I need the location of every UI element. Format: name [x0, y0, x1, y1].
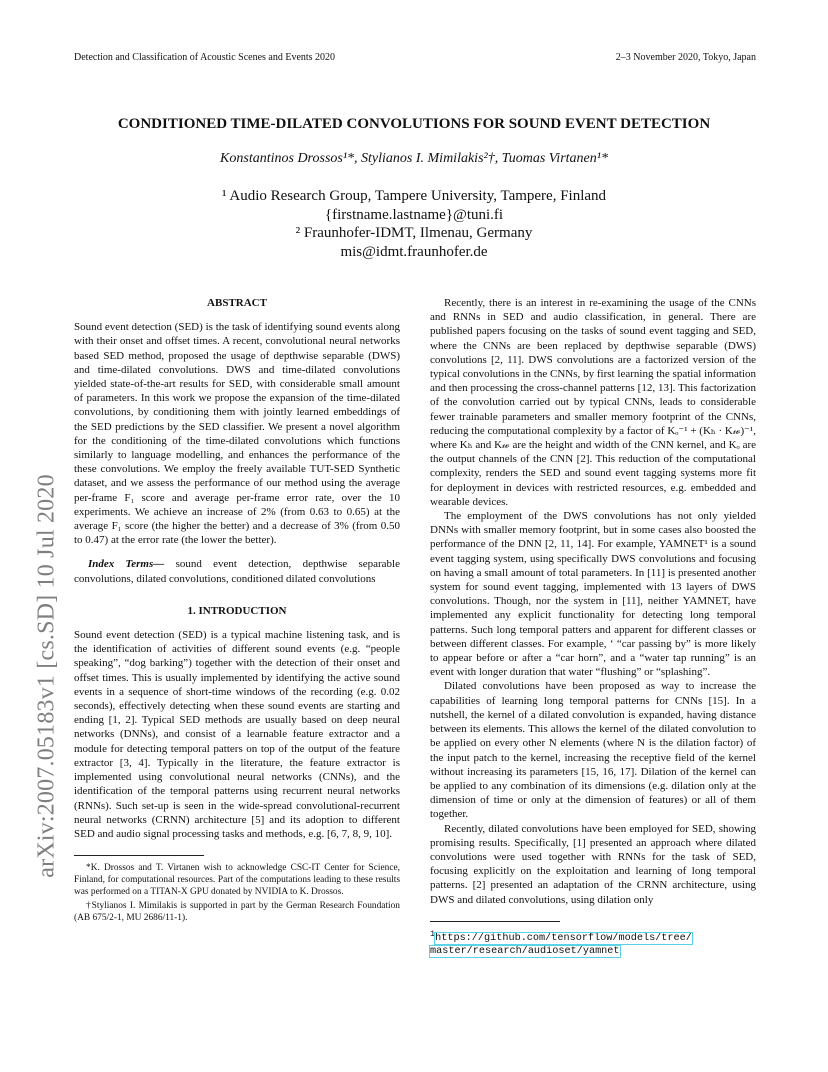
index-terms [74, 557, 400, 585]
running-header-right: 2–3 November 2020, Tokyo, Japan [615, 52, 756, 63]
affiliations [0, 187, 828, 261]
author-list: Konstantinos Drossos¹*, Stylianos I. Mimilakis²†, Tuomas Virtanen¹* [220, 151, 608, 166]
affiliation-1-email: {firstname.lastname}@tuni.fi [324, 206, 504, 223]
intro-paragraph-1: Sound event detection (SED) is a typical machine listening task, and is the identification of activities of different sound events (e.g. “people speaking”, “dog barking”) together with the detection of their onset and offset times. This is usually implemented by identifying the active sound events in a sequence of short-time windows of the recording (e.g. 0.02 seconds), effectively detecting when these sound events are starting and ending [1, 2]. Typical SED methods are usually based on deep neural networks (DNNs), and consist of a learnable feature extractor and a module for detecting temporal patters on top of the output of the feature extractor [3, 4]. Typically in the literature, the feature extractor is implemented using convolutional neural networks (CNNs), and the identification of the temporal patterns using recurrent neural networks (RNNs). Such set-up is seen in the wide-spread convolutional-recurrent neural networks (CRNN) architecture [5] and its adoption to different SED and audio signal processing tasks and methods, e.g. [6, 7, 8, 9, 10]. [74, 629, 400, 840]
body-paragraph-dilated: Dilated convolutions have been proposed as way to increase the capabilities of learning long temporal patterns for CNNs [15]. In a nutshell, the kernel of a dilated convolution is expanded, having distance between its elements. This allows the kernel of the dilated convolution to be applied on every other N elements (where N is the dilation factor) of the input patch to the kernel, increasing the receptive field of the kernel without increasing its parameters [15, 16, 17]. Dilation of the kernel can be applied to any combination of its dimensions (e.g. dilation only at the dimension of time or only at the dimension of features) or all of them together. [430, 680, 756, 821]
paper-title: CONDITIONED TIME-DILATED CONVOLUTIONS FOR SOUND EVENT DETECTION [117, 116, 711, 132]
running-header-left: Detection and Classification of Acoustic Scenes and Events 2020 [74, 52, 336, 63]
footnote-funding-2: †Stylianos I. Mimilakis is supported in part by the German Research Foundation (AB 675/2-1, MU 2686/11-1). [74, 901, 400, 924]
footnote-rule [74, 855, 204, 856]
body-paragraph-dws: Recently, there is an interest in re-examining the usage of the CNNs and RNNs in SED and audio classification, in general. There are published papers focusing on the tasks of sound event tagging and SED, where the CNNs are been replaced by depthwise separable (DWS) convolutions [2, 11]. DWS convolutions are a factorized version of the typical convolutions in the CNNs, by first learning the spatial information and then processing the cross-channel patterns [12, 13]. This factorization of the convolution carried out by typical CNNs, leads to considerable fewer trainable parameters and smaller memory footprint of the CNNs, reducing the computational complexity by a factor of Kₒ⁻¹ + (Kₕ · K𝓌)⁻¹, where Kₕ and K𝓌 are the height and width of the CNN kernel, and Kₒ are the output channels of the CNN [2]. This reduction of the computational complexity, renders the SED and sound event tagging systems more fit for deployment in devices with restricted resources, e.g. embedded and wearable devices. [430, 297, 756, 508]
abstract-heading: ABSTRACT [207, 297, 267, 309]
body-paragraph-yamnet: The employment of the DWS convolutions has not only yielded DNNs with smaller memory footprint, but in some cases also boosted the performance of the DNN [2, 11, 14]. For example, YAMNET¹ is a sound event tagging system, using specifically DWS convolutions and focusing on having a small amount of total parameters. In [11] is presented another system for sound event tagging, implemented with 13 layers of DWS convolutions. Though, nor the system in [11], neither YAMNET, have implemented any explicit functionality for detecting long temporal patterns. Such long temporal patters and apparent for different classes or between different classes. For example, ‘ “car passing by” is more likely to appear before or after a “car horn”, and a “water tap running” is an event with longer duration that water “flushing” or “splashing”. [430, 510, 756, 679]
affiliation-1: ¹ Audio Research Group, Tampere University, Tampere, Finland [221, 188, 607, 204]
footnote-rule-right [430, 921, 560, 922]
right-column [430, 296, 756, 958]
footnote-funding-1: *K. Drossos and T. Virtanen wish to acknowledge CSC-IT Center for Science, Finland, for computational resources. Part of the computations leading to these results was performed on a TITAN-X GPU donated by NVIDIA to K. Drossos. [74, 863, 400, 898]
body-paragraph-sed: Recently, dilated convolutions have been employed for SED, showing promising results. Specifically, [1] presented an approach where dilated convolutions were used together with RNNs for the task of SED, focusing explicitly on the exploitation and learning of long temporal patterns. [2] presented an adaptation of the CRNN architecture, using DWS and dilated convolutions, using dilation only [430, 822, 756, 906]
footnote-url[interactable] [430, 928, 756, 958]
left-column [74, 296, 400, 924]
introduction-heading: 1. INTRODUCTION [187, 604, 287, 617]
footnote-url-line-1[interactable]: https://github.com/tensorflow/models/tree/ [435, 933, 692, 945]
abstract-text: Sound event detection (SED) is the task of identifying sound events along with their onset and offset times. A recent, convolutional neural networks based SED method, proposed the usage of depthwise separable (DWS) and time-dilated convolutions. DWS and time-dilated convolutions yielded state-of-the-art results for SED, with considerable small amount of parameters. In this work we propose the expansion of the time-dilated convolutions, by conditioning them with jointly learned embeddings of the SED predictions by the SED classifier. We present a novel algorithm for the conditioning of the time-dilated convolutions which functions similarly to language modelling, and enhances the performance of the these convolutions. We employ the freely available TUT-SED Synthetic dataset, and we assess the performance of our method using the average per-frame F₁ score and average per-frame error rate, over the 10 experiments. We achieve an increase of 2% (from 0.63 to 0.65) at the average F₁ score (the higher the better) and a decrease of 3% (from 0.50 to 0.47) at the error rate (the lower the better). [74, 321, 400, 547]
arxiv-id: arXiv:2007.05183v1 [cs.SD] 10 Jul 2020 [33, 474, 60, 878]
affiliation-2: ² Fraunhofer-IDMT, Ilmenau, Germany [295, 225, 533, 241]
index-terms-label: Index Terms— [88, 558, 165, 571]
affiliation-2-email: mis@idmt.fraunhofer.de [340, 243, 488, 260]
footnote-url-line-2[interactable]: master/research/audioset/yamnet [430, 946, 620, 958]
index-terms-text: sound event detection, depthwise separable convolutions, dilated convolutions, conditioned dilated convolutions [74, 558, 400, 585]
footnote-mark: 1 [430, 928, 436, 939]
